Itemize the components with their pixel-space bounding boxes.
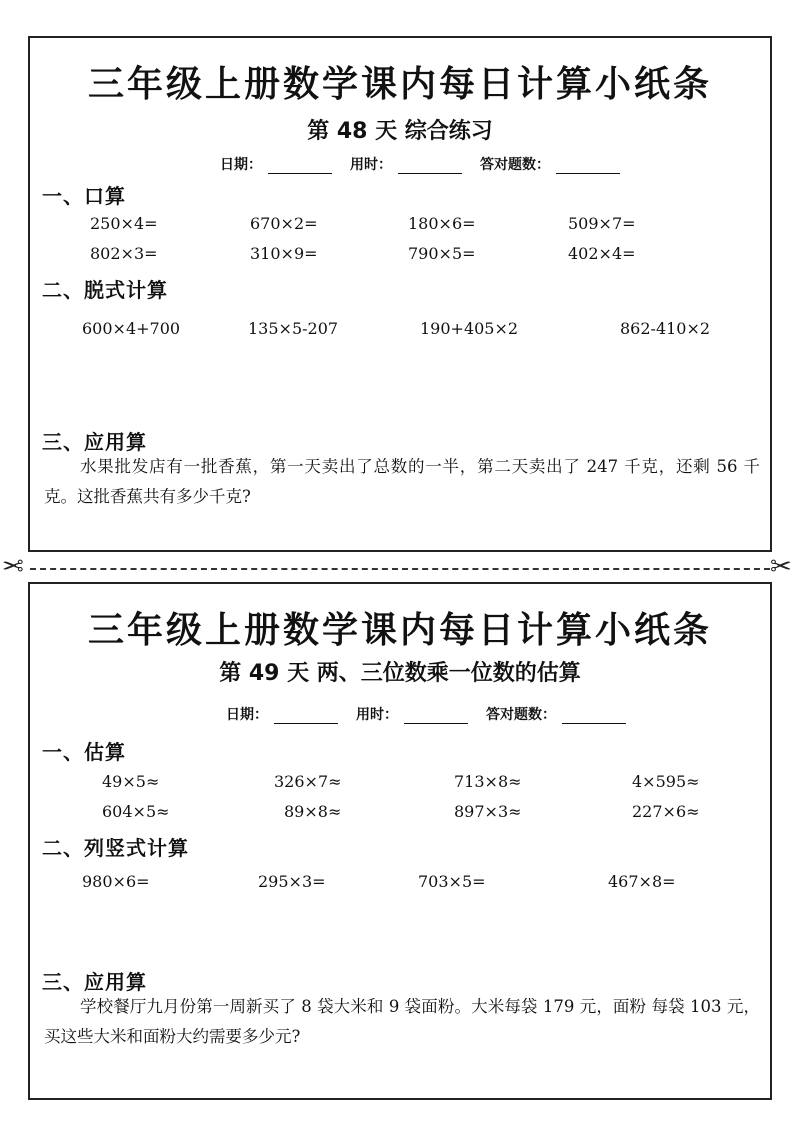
estimate-item: 4×595≈ (632, 772, 700, 791)
correct-count-field[interactable] (480, 154, 620, 174)
sheet-title: 三年级上册数学课内每日计算小纸条 (87, 610, 712, 651)
vertical-item: 703×5= (418, 872, 486, 891)
time-field[interactable] (356, 704, 468, 724)
oral-item: 509×7= (568, 214, 636, 233)
worksheet-day-49 (28, 582, 772, 1100)
sheet-subtitle: 第 49 天 两、三位数乘一位数的估算 (219, 661, 581, 686)
worksheet-day-48 (28, 36, 772, 552)
estimate-item: 227×6≈ (632, 802, 700, 821)
stepwise-item: 190+405×2 (420, 319, 519, 338)
correct-count-blank[interactable] (556, 158, 620, 174)
time-blank[interactable] (398, 158, 462, 174)
correct-count-label: 答对题数： (486, 707, 556, 723)
oral-item: 180×6= (408, 214, 476, 233)
correct-count-label: 答对题数： (480, 157, 550, 173)
sheet-subtitle: 第 48 天 综合练习 (307, 119, 493, 144)
vertical-item: 295×3= (258, 872, 326, 891)
date-field[interactable] (226, 704, 338, 724)
section-heading-application: 三、应用算 (42, 970, 147, 994)
time-blank[interactable] (404, 708, 468, 724)
section-heading-stepwise: 二、脱式计算 (42, 278, 168, 302)
word-problem: 水果批发店有一批香蕉，第一天卖出了总数的一半，第二天卖出了 247 千克，还剩 56 千克。这批香蕉共有多少千克? (44, 457, 760, 506)
date-blank[interactable] (268, 158, 332, 174)
word-problem: 学校餐厅九月份第一周新买了 8 袋大米和 9 袋面粉。大米每袋 179 元，面粉 每袋 103 元，买这些大米和面粉大约需要多少元? (44, 997, 760, 1046)
oral-item: 250×4= (90, 214, 158, 233)
estimate-item: 89×8≈ (284, 802, 342, 821)
date-label: 日期： (226, 707, 268, 723)
date-field[interactable] (220, 154, 332, 174)
sheet-meta (50, 154, 790, 174)
correct-count-field[interactable] (486, 704, 626, 724)
estimate-item: 713×8≈ (454, 772, 522, 791)
correct-count-blank[interactable] (562, 708, 626, 724)
estimate-item: 604×5≈ (102, 802, 170, 821)
time-label: 用时： (350, 157, 392, 173)
time-field[interactable] (350, 154, 462, 174)
vertical-item: 467×8= (608, 872, 676, 891)
scissors-icon: ✂ (2, 552, 24, 582)
estimate-item: 49×5≈ (102, 772, 160, 791)
oral-item: 310×9= (250, 244, 318, 263)
estimate-item: 326×7≈ (274, 772, 342, 791)
section-heading-oral: 一、口算 (42, 184, 126, 208)
oral-item: 802×3= (90, 244, 158, 263)
oral-item: 670×2= (250, 214, 318, 233)
date-label: 日期： (220, 157, 262, 173)
sheet-meta (56, 704, 796, 724)
section-heading-application: 三、应用算 (42, 430, 147, 454)
cut-line (30, 568, 770, 570)
stepwise-item: 135×5-207 (248, 319, 339, 338)
section-heading-estimate: 一、估算 (42, 740, 126, 764)
time-label: 用时： (356, 707, 398, 723)
stepwise-item: 600×4+700 (82, 319, 181, 338)
estimate-item: 897×3≈ (454, 802, 522, 821)
section-heading-vertical: 二、列竖式计算 (42, 836, 189, 860)
oral-item: 402×4= (568, 244, 636, 263)
oral-item: 790×5= (408, 244, 476, 263)
scissors-icon: ✂ (770, 552, 792, 582)
sheet-title: 三年级上册数学课内每日计算小纸条 (87, 64, 712, 105)
vertical-item: 980×6= (82, 872, 150, 891)
date-blank[interactable] (274, 708, 338, 724)
stepwise-item: 862-410×2 (620, 319, 711, 338)
